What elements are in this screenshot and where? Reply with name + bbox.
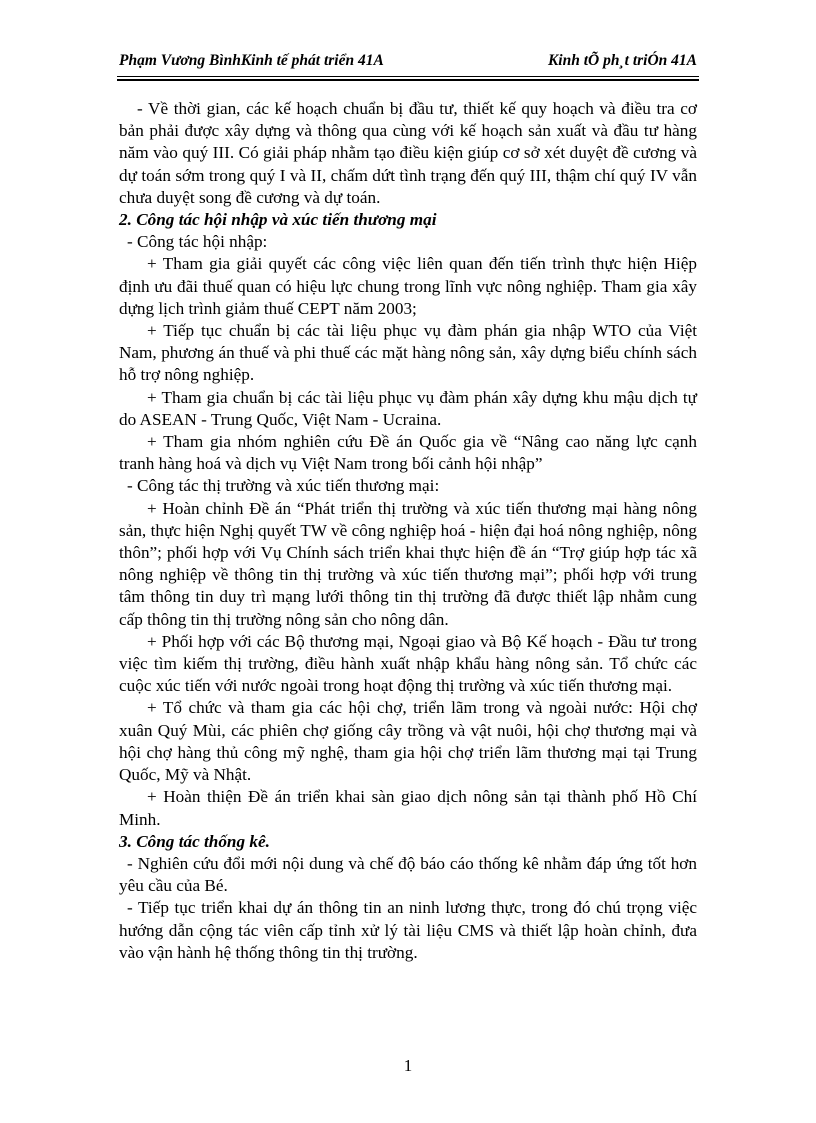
header-author: Phạm Vương BìnhKinh tế phát triển 41A xyxy=(119,52,384,69)
section-heading: 2. Công tác hội nhập và xúc tiến thương mại xyxy=(119,210,437,230)
page-number: 1 xyxy=(403,1056,413,1075)
header-course: Kinh tÕ ph¸t triÓn 41A xyxy=(547,52,697,69)
paragraph: + Hoàn thiện Đề án triển khai sàn giao dịch nông sản tại thành phố Hồ Chí Minh. xyxy=(119,787,697,829)
paragraph: + Phối hợp với các Bộ thương mại, Ngoại giao và Bộ Kế hoạch - Đầu tư trong việc tìm kiếm thị trường, điều hành xuất nhập khẩu hàng nông sản. Tổ chức các cuộc xúc tiến với nước ngoài trong hoạt động thị trường và xúc tiến thương mại. xyxy=(119,631,697,696)
paragraph: - Về thời gian, các kế hoạch chuẩn bị đầu tư, thiết kế quy hoạch và điều tra cơ bản phải được xây dựng và thông qua cùng với kế hoạch sản xuất và đầu tư hàng năm vào quý III. Có giải pháp nhằm tạo điều kiện giúp cơ sở xét duyệt đề cương và dự toán sớm trong quý I và II, chấm dứt tình trạng đến quý III, thậm chí quý IV vẫn chưa duyệt song đề cương và dự toán. xyxy=(119,99,697,207)
paragraph: + Tham gia giải quyết các công việc liên quan đến tiến trình thực hiện Hiệp định ưu đãi thuế quan có hiệu lực chung trong lĩnh vực nông nghiệp. Tham gia xây dựng lịch trình giảm thuế CEPT năm 2003; xyxy=(119,254,697,318)
header-rule-thick xyxy=(117,79,699,81)
paragraph: + Tham gia nhóm nghiên cứu Đề án Quốc gia về “Nâng cao năng lực cạnh tranh hàng hoá và dịch vụ Việt Nam trong bối cảnh hội nhập” xyxy=(119,432,697,474)
document-body xyxy=(119,98,697,964)
paragraph: - Tiếp tục triển khai dự án thông tin an ninh lương thực, trong đó chú trọng việc hướng dẫn cộng tác viên cấp tỉnh xử lý tài liệu CMS và thiết lập hoàn chỉnh, đưa vào vận hành hệ thống thông tin thị trường. xyxy=(119,898,697,962)
paragraph: - Nghiên cứu đổi mới nội dung và chế độ báo cáo thống kê nhằm đáp ứng tốt hơn yêu cầu của Bé. xyxy=(119,853,697,896)
header-rule-thin xyxy=(117,76,699,77)
page-header xyxy=(117,52,699,76)
paragraph: - Công tác hội nhập: xyxy=(127,232,268,252)
paragraph: + Tổ chức và tham gia các hội chợ, triển lãm trong và ngoài nước: Hội chợ xuân Quý Mùi, các phiên chợ giống cây trồng và vật nuôi, hội chợ thương mại và hội chợ hàng thủ công mỹ nghệ, tham gia hội chợ triển lãm thương mại tại Trung Quốc, Mỹ và Nhật. xyxy=(119,698,697,785)
section-heading: 3. Công tác thống kê. xyxy=(119,831,270,851)
paragraph: - Công tác thị trường và xúc tiến thương mại: xyxy=(127,476,440,496)
paragraph: + Tiếp tục chuẩn bị các tài liệu phục vụ đàm phán gia nhập WTO của Việt Nam, phương án thuế và phi thuế các mặt hàng nông sản, xây dựng biểu chính sách hỗ trợ nông nghiệp. xyxy=(119,321,697,385)
paragraph: + Tham gia chuẩn bị các tài liệu phục vụ đàm phán xây dựng khu mậu dịch tự do ASEAN - Trung Quốc, Việt Nam - Ucraina. xyxy=(119,387,697,429)
paragraph: + Hoàn chỉnh Đề án “Phát triển thị trường và xúc tiến thương mại hàng nông sản, thực hiện Nghị quyết TW về công nghiệp hoá - hiện đại hoá nông nghiệp, nông thôn”; phối hợp với Vụ Chính sách triển khai thực hiện đề án “Trợ giúp hợp tác xã nông nghiệp về thông tin thị trường và xúc tiến thương mại”; phối hợp với trung tâm thông tin duy trì mạng lưới thông tin thị trường đã được thiết lập nhằm cung cấp thông tin thị trường nông sản cho nông dân. xyxy=(119,498,697,629)
